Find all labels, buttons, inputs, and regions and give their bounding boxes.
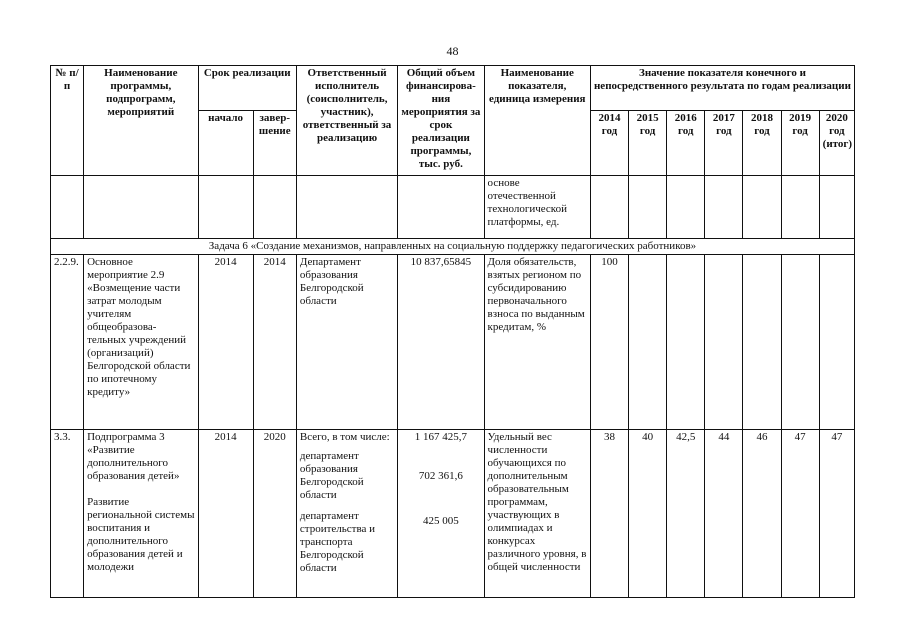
header-year: 2016 год [667,111,705,176]
table-row [51,430,855,598]
header-program: Наименование программы, подпрограмм, мероприятий [84,66,198,176]
task-heading: Задача 6 «Создание механизмов, направленных на социальную поддержку педагогических работников» [51,239,855,255]
table-row [51,255,855,430]
value-cell: 40 [629,430,667,598]
header-year: 2019 год [781,111,819,176]
value-cell: 47 [781,430,819,598]
program-cell [84,430,198,598]
value-cell [781,255,819,430]
value-cell: 42,5 [667,430,705,598]
row-number: 2.2.9. [51,255,84,430]
responsible-cell: Департамент образования Белгородской области [296,255,397,430]
start-year: 2014 [198,255,253,430]
value-cell [743,255,781,430]
subprogram-activity: Развитие региональной системы воспитания и дополнительного образования детей и молодежи [87,496,195,573]
responsible-cell [296,430,397,598]
value-cell: 44 [705,430,743,598]
value-cell: 46 [743,430,781,598]
responsible-total: Всего, в том числе: [299,431,390,443]
header-responsible: Ответственный исполнитель (соисполнитель, участник), ответственный за реализацию [296,66,397,176]
header-year: 2017 год [705,111,743,176]
value-cell: 38 [590,430,628,598]
indicator-cell: Доля обязательств, взятых регионом по субсидированию первоначального взноса по выданным кредитам, % [484,255,590,430]
funding-cell: 10 837,65845 [398,255,484,430]
header-year: 2018 год [743,111,781,176]
funding-total: 1 167 425,7 [414,431,468,443]
value-cell: 47 [819,430,854,598]
program-table [50,65,855,598]
end-year: 2020 [253,430,296,598]
indicator-cell: основе отечественной технологической платформы, ед. [484,176,590,239]
table-row [51,176,855,239]
header-indicator: Наименование показателя, единица измерения [484,66,590,176]
task-row [51,239,855,255]
header-values: Значение показателя конечного и непосредственного результата по годам реализации [590,66,854,111]
funding-construction-dept: 425 005 [423,515,459,527]
header-year: 2014 год [590,111,628,176]
header-year: 2015 год [629,111,667,176]
funding-cell [398,430,484,598]
program-cell: Основное мероприятие 2.9 «Возмещение части затрат молодым учителям общеобразова-тельных учреждений (организаций) Белгородской области по ипотечному кредиту» [84,255,198,430]
responsible-education-dept: департамент образования Белгородской области [299,450,364,501]
start-year: 2014 [198,430,253,598]
end-year: 2014 [253,255,296,430]
funding-education-dept: 702 361,6 [418,470,463,482]
header-end: завер-шение [253,111,296,176]
indicator-cell: Удельный вес численности обучающихся по дополнительным образовательным программам, участвующих в олимпиадах и конкурсах различного уровня, в общей численности [484,430,590,598]
value-cell [705,255,743,430]
value-cell [629,255,667,430]
row-number: 3.3. [51,430,84,598]
page-number: 48 [446,44,459,58]
value-cell [667,255,705,430]
value-cell: 100 [590,255,628,430]
header-funding: Общий объем финансирова-ния мероприятия за срок реализации программы, тыс. руб. [398,66,484,176]
responsible-construction-dept: департамент строительства и транспорта Белгородской области [299,510,376,574]
subprogram-title: Подпрограмма 3 «Развитие дополнительного образования детей» [87,431,180,482]
value-cell [819,255,854,430]
header-period: Срок реализации [198,66,296,111]
header-num: № п/п [51,66,84,176]
header-year: 2020 год (итог) [819,111,854,176]
header-start: начало [198,111,253,176]
